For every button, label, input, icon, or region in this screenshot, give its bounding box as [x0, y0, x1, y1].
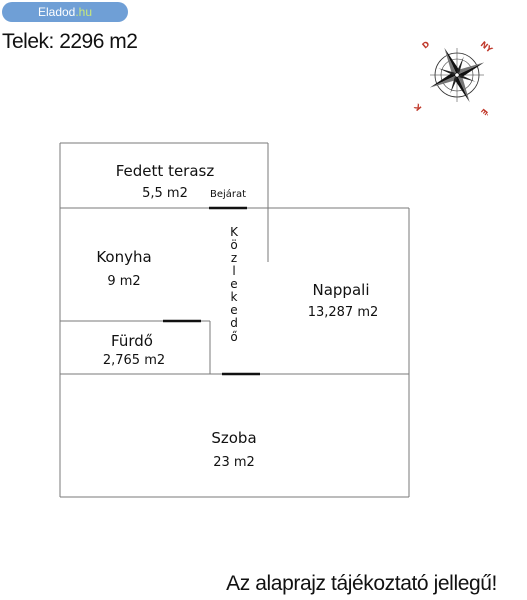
kitchen-name: Konyha [96, 248, 152, 266]
disclaimer-note: Az alaprajz tájékoztató jellegű! [226, 572, 497, 595]
corridor-letter: z [230, 251, 238, 265]
living-room-name: Nappali [312, 281, 370, 299]
corridor-letter: l [232, 264, 236, 278]
plot-area-label: Telek: 2296 m2 [2, 30, 138, 53]
corridor-letter: K [230, 225, 238, 239]
corridor-letter: ö [230, 238, 238, 252]
corridor-letter: d [230, 316, 238, 330]
bathroom-area: 2,765 m2 [102, 353, 166, 368]
compass-west-letter: NY [478, 39, 495, 55]
corridor-letter: ő [230, 330, 238, 344]
compass-north-letter: É [478, 106, 490, 117]
logo-name: Eladod [37, 5, 76, 19]
corridor-letter: e [230, 277, 238, 291]
kitchen-area: 9 m2 [107, 274, 141, 289]
bedroom-area: 23 m2 [213, 455, 255, 470]
corridor-letter: k [230, 290, 238, 304]
terrace-name: Fedett terasz [115, 162, 215, 180]
corridor-letter: e [230, 303, 238, 317]
logo-tld: .hu [75, 5, 93, 19]
living-room-area: 13,287 m2 [307, 305, 379, 320]
bathroom-name: Fürdő [111, 332, 153, 350]
bedroom-name: Szoba [211, 429, 257, 447]
terrace-area: 5,5 m2 [142, 186, 188, 201]
entrance-label: Bejárat [209, 189, 247, 200]
compass-east-letter: K [412, 101, 424, 113]
compass-south-letter: D [420, 39, 432, 51]
corridor-label [230, 225, 239, 344]
